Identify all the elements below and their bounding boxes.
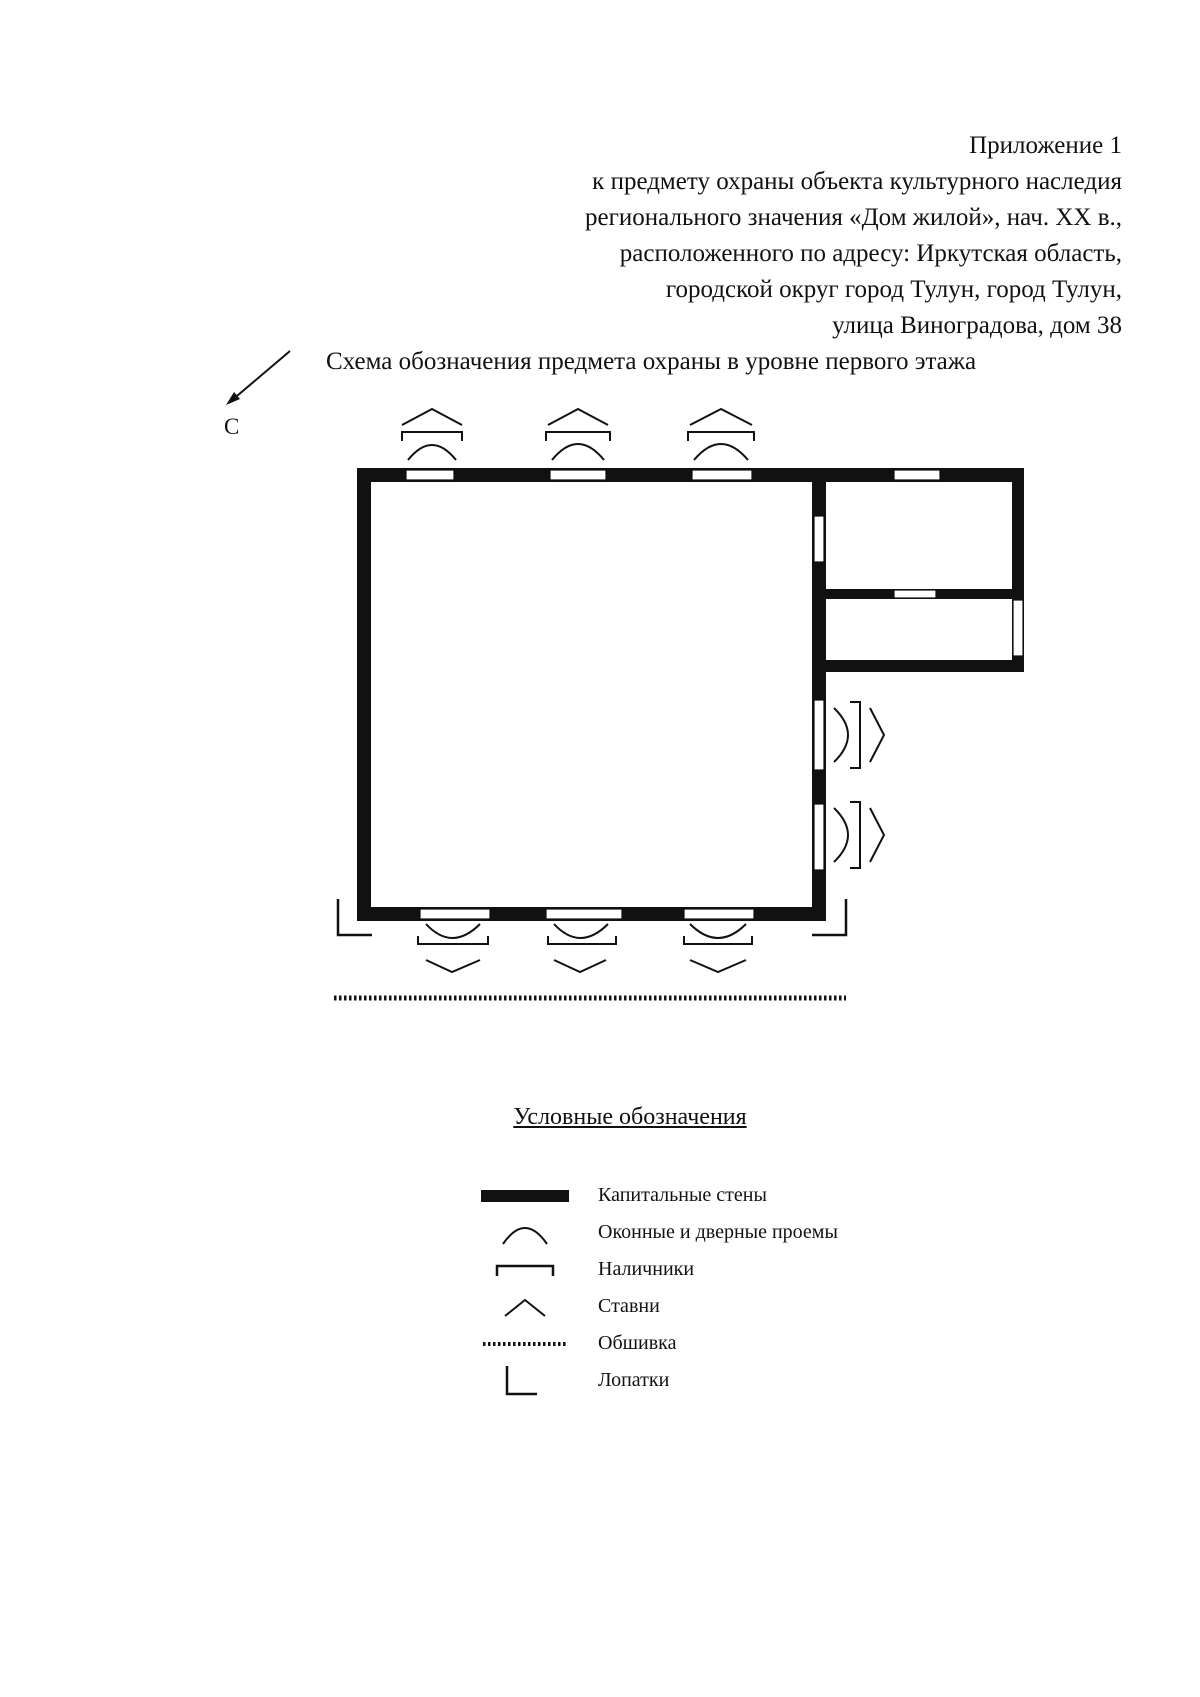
header-line: городской округ город Тулун, город Тулун, [665,276,1122,303]
legend-label: Наличники [598,1258,695,1280]
walls-icon [470,1177,580,1214]
legend-label: Обшивка [598,1332,677,1354]
legend-item [470,1362,838,1399]
legend-item [470,1177,838,1214]
header-line: Приложение 1 [969,132,1122,159]
north-arrow-icon [226,351,290,405]
bottom-window-elements [418,924,752,972]
legend-label: Лопатки [598,1369,670,1391]
scheme-title: Схема обозначения предмета охраны в уровне первого этажа [326,348,977,375]
legend-item [470,1251,838,1288]
legend-item [470,1325,838,1362]
opening-arc-icon [470,1214,580,1251]
header-line: к предмету охраны объекта культурного наследия [592,168,1122,195]
legend-label: Оконные и дверные проемы [598,1221,838,1243]
header-line: регионального значения «Дом жилой», нач. XX в., [585,204,1122,231]
legend-item [470,1214,838,1251]
legend-item [470,1288,838,1325]
window-openings [406,470,1023,919]
north-label: С [224,414,240,439]
legend-label: Капитальные стены [598,1184,767,1206]
header-line: расположенного по адресу: Иркутская область, [619,240,1122,267]
shutter-icon [470,1288,580,1325]
capital-walls [357,468,1024,921]
pilaster-icon [470,1362,580,1399]
top-window-elements [402,409,754,460]
header-line: улица Виноградова, дом 38 [832,312,1122,339]
legend [470,1177,838,1399]
trim-icon [470,1251,580,1288]
right-window-elements [834,702,884,868]
legend-title: Условные обозначения [513,1104,747,1130]
cladding-icon [470,1325,580,1362]
legend-label: Ставни [598,1295,660,1317]
